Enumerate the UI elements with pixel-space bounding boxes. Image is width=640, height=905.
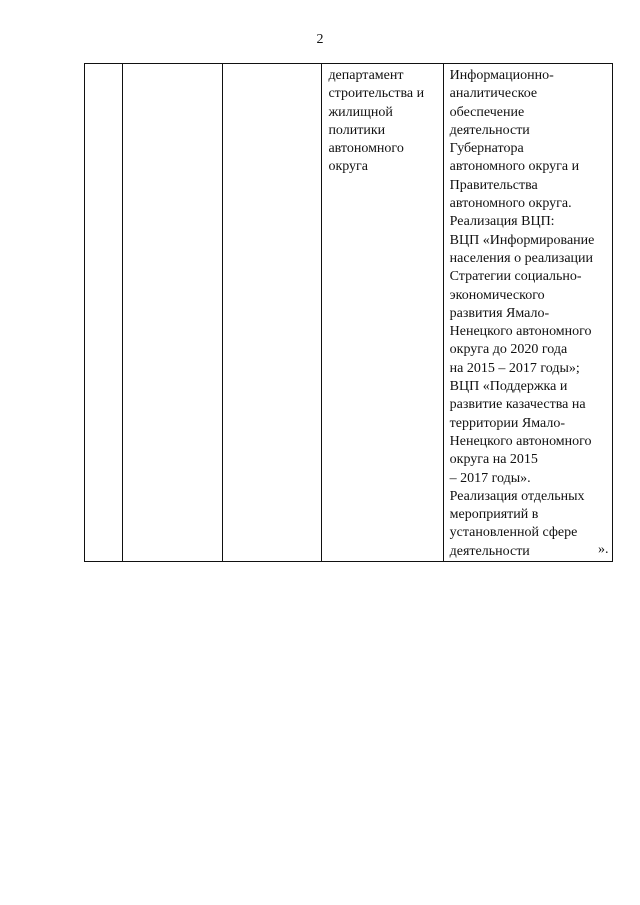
cell-line: развитие казачества на bbox=[449, 397, 586, 413]
cell-line: автономного округа и bbox=[449, 159, 580, 175]
cell-line: округа до 2020 года bbox=[449, 342, 568, 358]
cell-line: Реализация отдельных bbox=[449, 488, 585, 504]
table-cell-responsible-body bbox=[322, 64, 443, 562]
cell-line: на 2015 – 2017 годы»; bbox=[449, 360, 580, 376]
cell-line: строительства и bbox=[328, 86, 425, 102]
table-cell-col3 bbox=[223, 64, 322, 562]
cell-line: Реализация ВЦП: bbox=[449, 214, 555, 230]
closing-quote-mark: ». bbox=[598, 542, 609, 557]
cell-line: аналитическое bbox=[449, 86, 538, 102]
table-row bbox=[85, 64, 613, 562]
cell-line: развития Ямало- bbox=[449, 305, 550, 321]
cell-line: Правительства bbox=[449, 177, 538, 193]
cell-line: департамент bbox=[328, 68, 404, 83]
cell-line: обеспечение bbox=[449, 104, 525, 120]
table-cell-activities bbox=[443, 64, 612, 562]
page-number: 2 bbox=[316, 32, 324, 47]
table-cell-col2 bbox=[123, 64, 223, 562]
document-table bbox=[84, 63, 613, 562]
cell-line: деятельности bbox=[449, 543, 530, 559]
cell-line: жилищной bbox=[328, 104, 393, 120]
cell-line: экономического bbox=[449, 287, 545, 303]
cell-line: Ненецкого автономного bbox=[449, 433, 592, 449]
cell-line: Ненецкого автономного bbox=[449, 324, 592, 340]
cell-line: ВЦП «Информирование bbox=[449, 232, 595, 248]
cell-line: Информационно- bbox=[449, 68, 554, 83]
cell-line: округа bbox=[328, 159, 369, 175]
cell-line: мероприятий в bbox=[449, 507, 539, 523]
cell-line: Губернатора bbox=[449, 141, 524, 157]
cell-line: округа на 2015 bbox=[449, 452, 538, 468]
cell-line: – 2017 годы». bbox=[449, 470, 531, 486]
cell-line: автономного округа. bbox=[449, 196, 572, 212]
cell-line: политики bbox=[328, 122, 386, 138]
cell-line: автономного bbox=[328, 141, 404, 157]
table-cell-col1 bbox=[85, 64, 123, 562]
cell-line: установленной сфере bbox=[449, 525, 578, 541]
cell-line: Стратегии социально- bbox=[449, 269, 582, 285]
cell-line: территории Ямало- bbox=[449, 415, 565, 431]
cell-line: населения о реализации bbox=[449, 250, 594, 266]
cell-line: деятельности bbox=[449, 122, 530, 138]
cell-line: ВЦП «Поддержка и bbox=[449, 379, 568, 395]
